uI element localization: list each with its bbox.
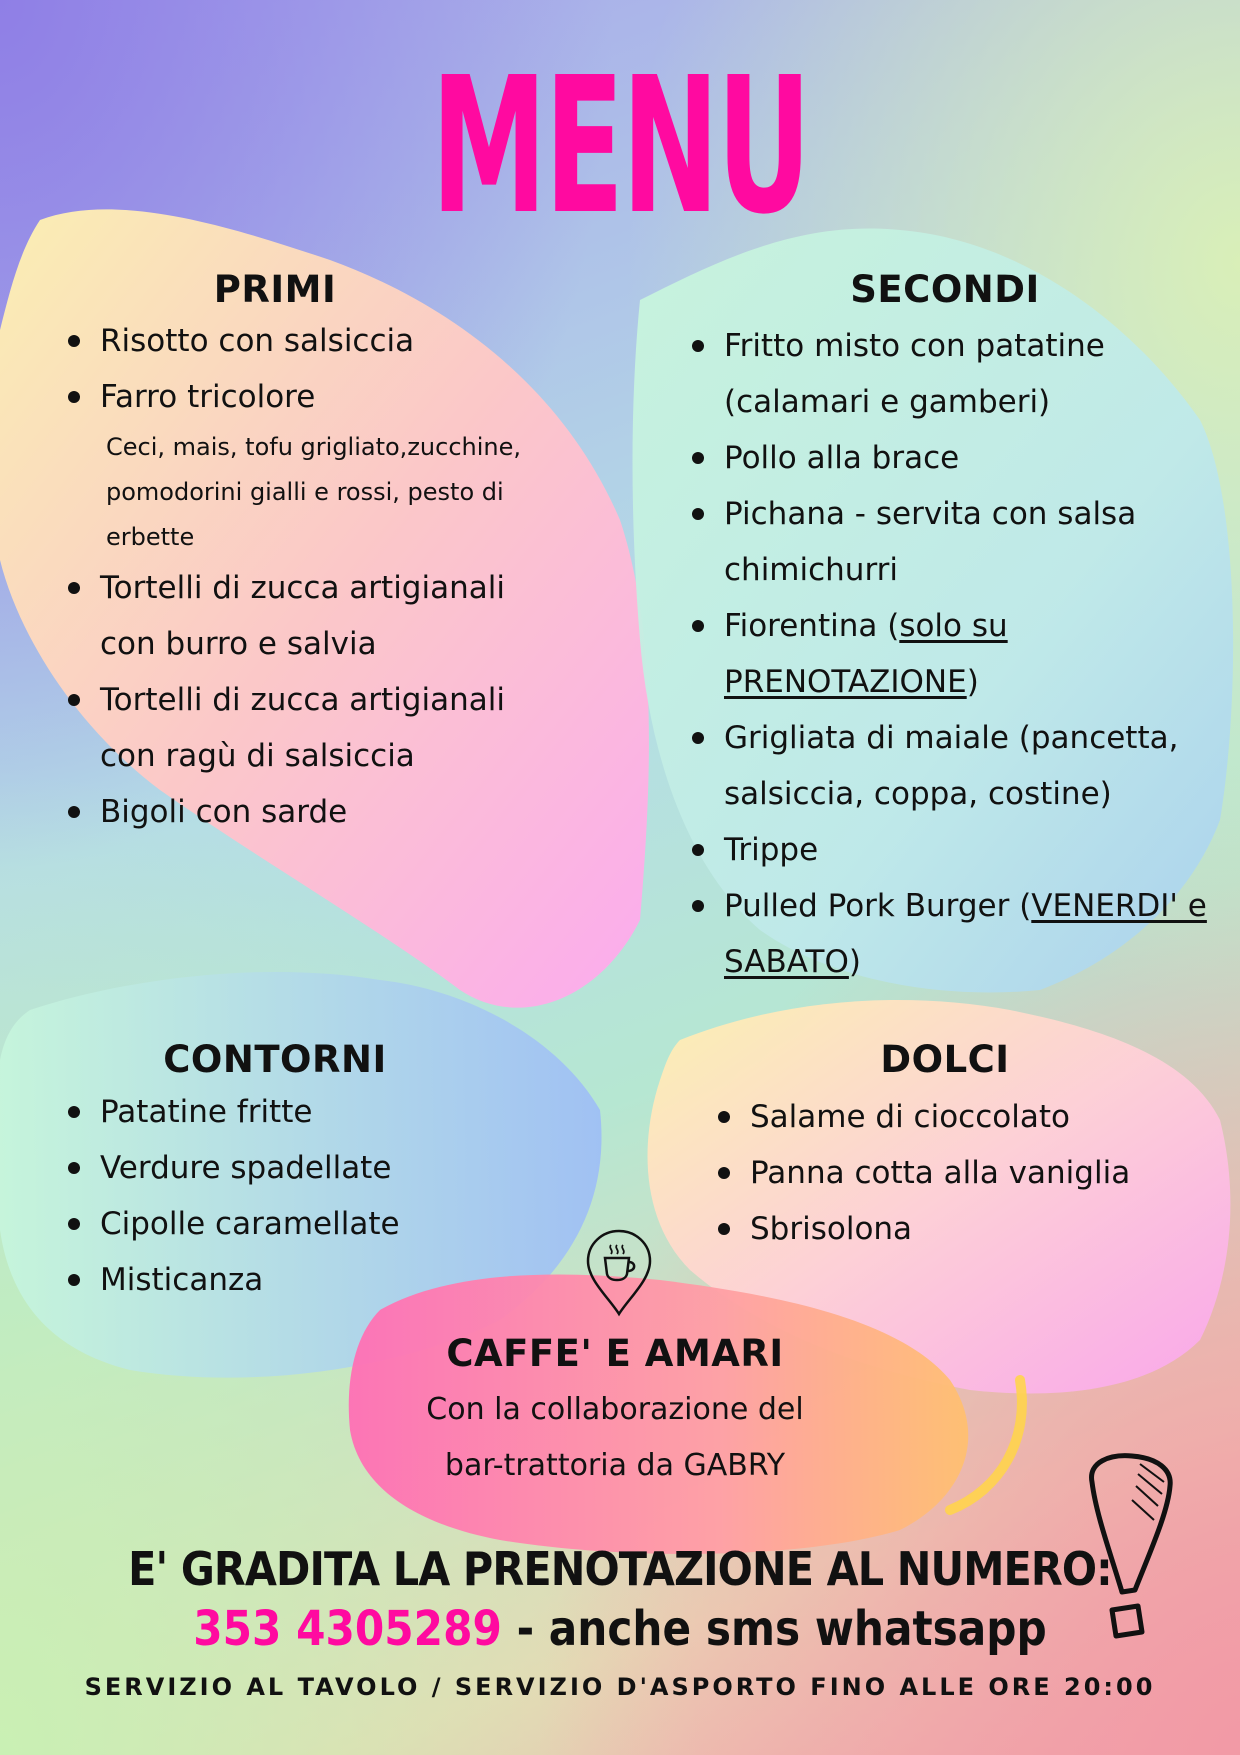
- list-item: Panna cotta alla vaniglia: [712, 1145, 1212, 1201]
- fiorentina-close: ): [966, 664, 979, 700]
- service-line: SERVIZIO AL TAVOLO / SERVIZIO D'ASPORTO FINO ALLE ORE 20:00: [84, 1673, 1156, 1701]
- coffee-location-pin-icon: [584, 1228, 654, 1318]
- contorni-list: [62, 1084, 562, 1308]
- phone-line: [74, 1600, 1165, 1658]
- secondi-section: [686, 318, 1216, 990]
- list-item: Grigliata di maiale (pancetta, salsiccia, coppa, costine): [686, 710, 1216, 822]
- list-item: Salame di cioccolato: [712, 1089, 1212, 1145]
- caffe-line-1: Con la collaborazione del: [426, 1392, 804, 1427]
- list-item: Patatine fritte: [62, 1084, 562, 1140]
- caffe-line-2: bar-trattoria da GABRY: [444, 1448, 786, 1483]
- list-item: Tortelli di zucca artigianali con ragù di salsiccia: [62, 672, 532, 784]
- primi-list: [62, 313, 602, 425]
- dolci-heading: DOLCI: [880, 1038, 1010, 1081]
- secondi-list: [686, 318, 1216, 990]
- list-item: Misticanza: [62, 1252, 562, 1308]
- list-item: Farro tricolore: [62, 369, 602, 425]
- list-item: Pichana - servita con salsa chimichurri: [686, 486, 1216, 598]
- fiorentina-name: Fiorentina (: [724, 608, 900, 644]
- list-item: Cipolle caramellate: [62, 1196, 562, 1252]
- list-item: Bigoli con sarde: [62, 784, 532, 840]
- pulled-name: Pulled Pork Burger (: [724, 888, 1032, 924]
- reservation-line: E' GRADITA LA PRENOTAZIONE AL NUMERO:: [128, 1542, 1112, 1596]
- phone-suffix: - anche sms whatsapp: [501, 1601, 1047, 1657]
- page-title: MENU: [431, 37, 809, 256]
- list-item: Fritto misto con patatine (calamari e gamberi): [686, 318, 1216, 430]
- list-item: Verdure spadellate: [62, 1140, 562, 1196]
- list-item: Trippe: [686, 822, 1216, 878]
- list-item: Risotto con salsiccia: [62, 313, 602, 369]
- list-item: [686, 878, 1216, 990]
- secondi-heading: SECONDI: [850, 268, 1040, 311]
- list-item: Pollo alla brace: [686, 430, 1216, 486]
- contorni-section: [62, 1084, 562, 1308]
- fiorentina-note: solo su PRENOTAZIONE: [724, 608, 1008, 700]
- contorni-heading: CONTORNI: [163, 1038, 387, 1081]
- primi-section: [62, 313, 602, 840]
- phone-number[interactable]: 353 4305289: [193, 1601, 502, 1657]
- farro-note: Ceci, mais, tofu grigliato,zucchine, pomodorini gialli e rossi, pesto di erbette: [106, 433, 521, 551]
- caffe-heading: CAFFE' E AMARI: [446, 1332, 784, 1375]
- primi-heading: PRIMI: [213, 268, 337, 311]
- list-item: [686, 598, 1216, 710]
- list-item: Sbrisolona: [712, 1201, 1212, 1257]
- pulled-note: VENERDI' e SABATO: [724, 888, 1207, 980]
- dolci-section: [712, 1089, 1212, 1257]
- pulled-close: ): [848, 944, 861, 980]
- primi-list-cont: [62, 560, 532, 840]
- list-item: Tortelli di zucca artigianali con burro e salvia: [62, 560, 532, 672]
- dolci-list: [712, 1089, 1212, 1257]
